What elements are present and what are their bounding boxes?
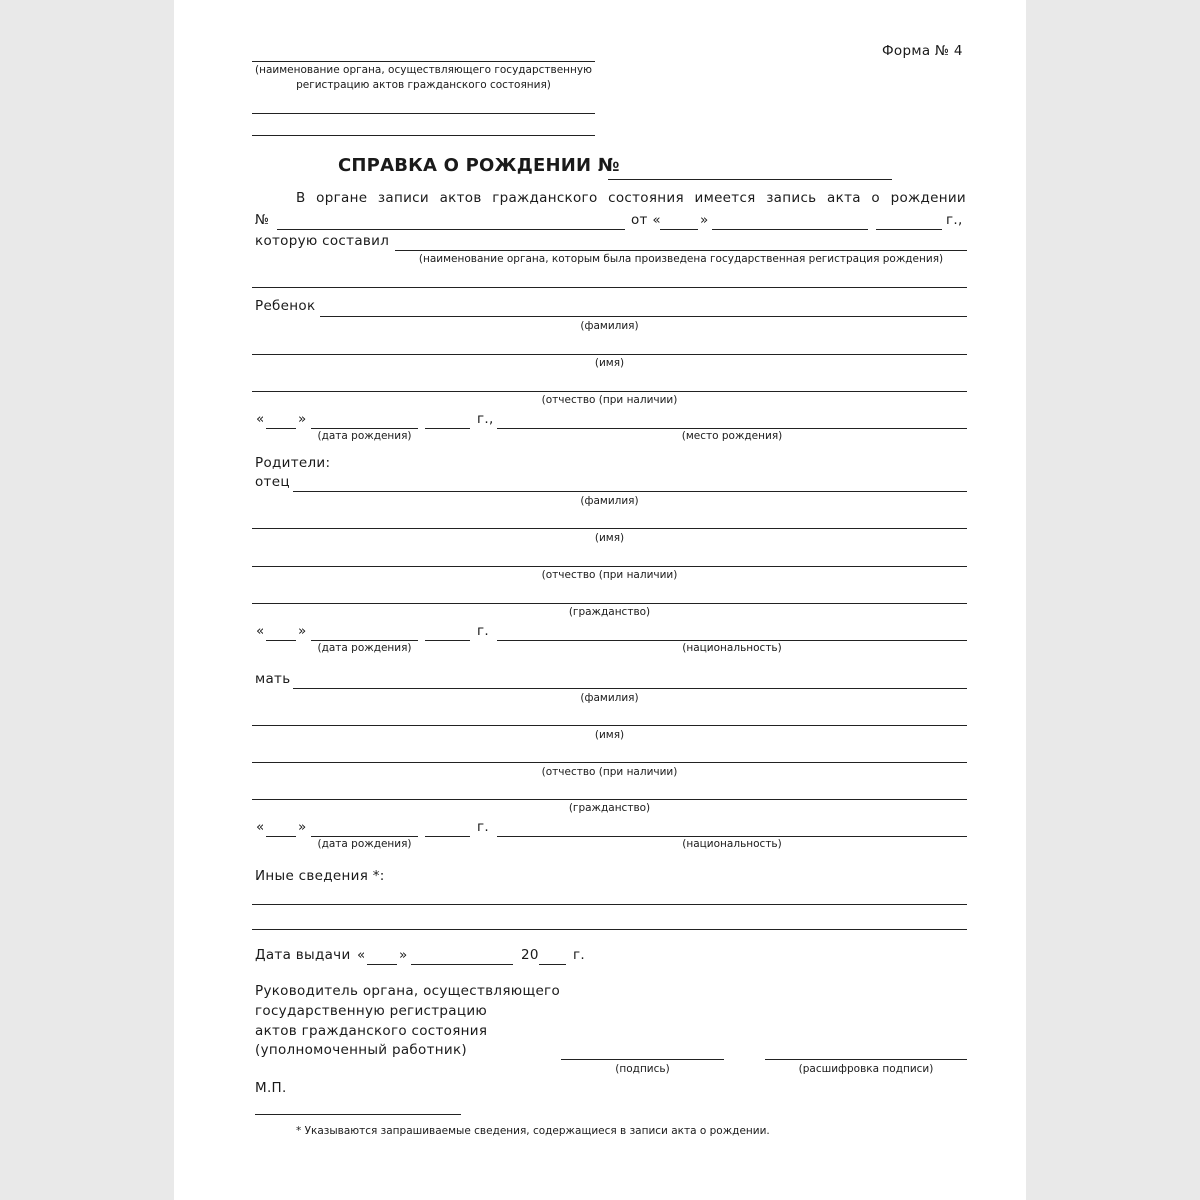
issue-century: 20: [521, 947, 539, 963]
father-citizenship-caption: (гражданство): [568, 606, 651, 618]
compiled-label: которую составил: [255, 233, 390, 249]
child-birthdate-caption: (дата рождения): [317, 430, 412, 442]
father-quote-close: »: [298, 623, 307, 639]
signature-decoding-line[interactable]: [765, 1059, 967, 1060]
org-name-line-2[interactable]: [252, 113, 595, 114]
father-citizenship-line[interactable]: [252, 603, 967, 604]
father-nationality-line[interactable]: [497, 640, 967, 641]
child-name-caption: (имя): [594, 357, 625, 369]
org-caption-2: регистрацию актов гражданского состояния): [296, 79, 551, 91]
child-birth-day-line[interactable]: [266, 428, 296, 429]
record-year-line[interactable]: [876, 229, 942, 230]
mother-quote-open: «: [256, 819, 265, 835]
other-info-line-2[interactable]: [252, 929, 967, 930]
mother-citizenship-caption: (гражданство): [568, 802, 651, 814]
child-birth-year-line[interactable]: [425, 428, 470, 429]
org-name-line-3[interactable]: [252, 135, 595, 136]
record-from-label: от «: [631, 212, 661, 228]
record-year-label: г.,: [946, 212, 963, 228]
parents-label: Родители:: [255, 455, 331, 471]
child-patronymic-caption: (отчество (при наличии): [541, 394, 678, 406]
child-patronymic-line[interactable]: [252, 391, 967, 392]
father-birth-month-line[interactable]: [311, 640, 418, 641]
mother-patronymic-caption: (отчество (при наличии): [541, 766, 678, 778]
mother-name-line[interactable]: [252, 725, 967, 726]
signature-line[interactable]: [561, 1059, 724, 1060]
mother-name-caption: (имя): [594, 729, 625, 741]
father-birth-day-line[interactable]: [266, 640, 296, 641]
record-month-line[interactable]: [712, 229, 868, 230]
mother-surname-line[interactable]: [293, 688, 967, 689]
signatory-line-2: государственную регистрацию: [255, 1003, 488, 1019]
father-patronymic-line[interactable]: [252, 566, 967, 567]
signature-decoding-caption: (расшифровка подписи): [798, 1063, 934, 1075]
page-title: СПРАВКА О РОЖДЕНИИ №: [338, 155, 620, 176]
child-quote-close: »: [298, 411, 307, 427]
father-patronymic-caption: (отчество (при наличии): [541, 569, 678, 581]
father-birthdate-caption: (дата рождения): [317, 642, 412, 654]
compiled-caption: (наименование органа, которым была произведена государственная регистрация рождения): [418, 253, 944, 265]
mother-nationality-line[interactable]: [497, 836, 967, 837]
child-birthplace-line[interactable]: [497, 428, 967, 429]
father-surname-line[interactable]: [293, 491, 967, 492]
mother-citizenship-line[interactable]: [252, 799, 967, 800]
other-info-line-1[interactable]: [252, 904, 967, 905]
mother-nationality-caption: (национальность): [682, 838, 782, 850]
mother-surname-caption: (фамилия): [580, 692, 639, 704]
child-label: Ребенок: [255, 298, 316, 314]
certificate-number-line[interactable]: [608, 179, 892, 180]
stamp-label: М.П.: [255, 1080, 287, 1096]
father-year-label: г.: [477, 623, 489, 639]
father-surname-caption: (фамилия): [580, 495, 639, 507]
mother-year-label: г.: [477, 819, 489, 835]
issue-date-label: Дата выдачи: [255, 947, 351, 963]
issue-year-label: г.: [573, 947, 585, 963]
mother-birth-day-line[interactable]: [266, 836, 296, 837]
signatory-line-4: (уполномоченный работник): [255, 1042, 467, 1058]
mother-patronymic-line[interactable]: [252, 762, 967, 763]
father-nationality-caption: (национальность): [682, 642, 782, 654]
document-page: [174, 0, 1026, 1200]
child-year-label: г.,: [477, 411, 494, 427]
father-birth-year-line[interactable]: [425, 640, 470, 641]
intro-text: В органе записи актов гражданского состояния имеется запись акта о рождении: [296, 190, 966, 206]
father-quote-open: «: [256, 623, 265, 639]
mother-birthdate-caption: (дата рождения): [317, 838, 412, 850]
record-number-label: №: [255, 212, 270, 228]
issue-day-line[interactable]: [367, 964, 397, 965]
signatory-line-3: актов гражданского состояния: [255, 1023, 488, 1039]
org-caption-1: (наименование органа, осуществляющего государственную: [255, 64, 592, 76]
father-name-caption: (имя): [594, 532, 625, 544]
footnote-separator: [255, 1114, 461, 1115]
record-quote-close: »: [700, 212, 709, 228]
org-name-line[interactable]: [252, 61, 595, 62]
issue-year-line[interactable]: [539, 964, 566, 965]
mother-label: мать: [255, 671, 291, 687]
child-birthplace-caption: (место рождения): [681, 430, 783, 442]
issue-month-line[interactable]: [411, 964, 513, 965]
signatory-line-1: Руководитель органа, осуществляющего: [255, 983, 561, 999]
record-day-line[interactable]: [660, 229, 698, 230]
signature-caption: (подпись): [615, 1063, 670, 1075]
record-number-line[interactable]: [277, 229, 625, 230]
mother-birth-month-line[interactable]: [311, 836, 418, 837]
issue-quote-open: «: [357, 947, 366, 963]
child-surname-caption: (фамилия): [580, 320, 639, 332]
child-surname-line[interactable]: [320, 316, 967, 317]
child-quote-open: «: [256, 411, 265, 427]
issue-quote-close: »: [399, 947, 408, 963]
child-name-line[interactable]: [252, 354, 967, 355]
child-birth-month-line[interactable]: [311, 428, 418, 429]
father-name-line[interactable]: [252, 528, 967, 529]
form-number: Форма № 4: [882, 43, 963, 59]
compiled-org-line[interactable]: [395, 250, 967, 251]
mother-birth-year-line[interactable]: [425, 836, 470, 837]
compiled-org-line-2[interactable]: [252, 287, 967, 288]
other-info-label: Иные сведения *:: [255, 868, 385, 884]
mother-quote-close: »: [298, 819, 307, 835]
father-label: отец: [255, 474, 290, 490]
footnote: * Указываются запрашиваемые сведения, содержащиеся в записи акта о рождении.: [296, 1125, 770, 1137]
